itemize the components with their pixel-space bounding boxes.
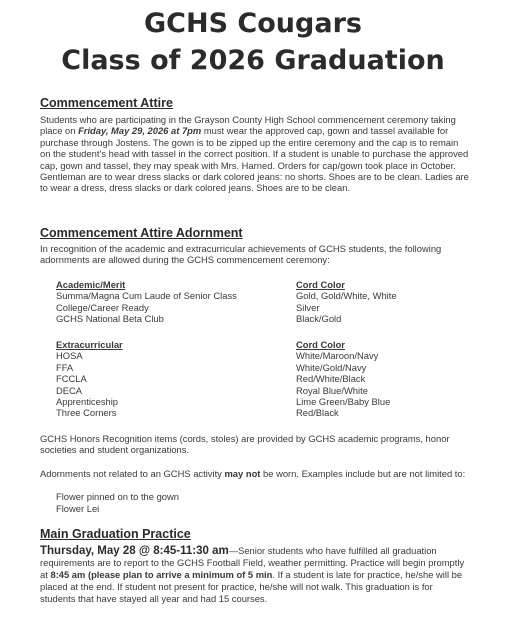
list-item: Summa/Magna Cum Laude of Senior Class <box>56 290 237 302</box>
list-item: FFA <box>56 361 74 373</box>
practice-text-2: . If a student is late for practice, he/she will be placed at the end. If student not present for practice, he/she will not walk. This graduation is for students that have stayed all year and had 15 courses. <box>40 569 463 604</box>
list-item: White/Maroon/Navy <box>296 350 379 362</box>
academic-header: Academic/Merit <box>56 279 126 290</box>
list-item: College/Career Ready <box>56 301 149 313</box>
list-item: Silver <box>296 301 320 313</box>
practice-text-1: —Senior students who have fulfilled all graduation requirements are to report to the GCHS Football Field, weather permitting. Practice will begin promptly at <box>40 545 465 580</box>
practice-heading: Main Graduation Practice <box>40 527 191 541</box>
list-item: Three Corners <box>56 407 117 419</box>
extracurricular-list <box>56 339 123 419</box>
page-subtitle: Class of 2026 Graduation <box>61 45 445 76</box>
list-item: Royal Blue/White <box>296 384 368 396</box>
list-item: FCCLA <box>56 373 87 385</box>
attire-heading: Commencement Attire <box>40 96 173 110</box>
attire-paragraph <box>40 114 470 194</box>
list-item: GCHS National Beta Club <box>56 313 164 325</box>
list-item: Gold, Gold/White, White <box>296 290 397 302</box>
list-item: Flower pinned on to the gown <box>56 491 179 502</box>
academic-cord-list <box>296 279 397 325</box>
list-item: Lime Green/Baby Blue <box>296 396 391 408</box>
extracurricular-cord-list <box>296 339 390 419</box>
page-title: GCHS Cougars <box>144 8 362 39</box>
may-not-emphasis: may not <box>224 468 261 479</box>
list-item: Black/Gold <box>296 313 342 325</box>
practice-time: 8:45 am (please plan to arrive a minimum of 5 min <box>50 569 273 580</box>
attire-text-1: Students who are participating in the Grayson County High School commencement ceremony taking place on <box>40 114 456 137</box>
list-item: Red/Black <box>296 407 339 419</box>
not-related-text-1: Adornments not related to an GCHS activity <box>40 468 222 479</box>
attire-text-2: must wear the approved cap, gown and tassel available for purchase through Jostens. The gown is to be zipped up the entire ceremony and the cap is to remain on the student’s head with tassel in the correct position. If a student is unable to purchase the approved cap, gown and tassel, they may speak with Mrs. Harned. Orders for cap/gown took place in October. Gentleman are to wear dress slacks or dark colored jeans: no shorts. Shoes are to be clean. Ladies are to wear a dress, dress slacks or dark colored jeans. Shoes are to be clean. <box>40 125 469 194</box>
cord-color-header: Cord Color <box>296 279 345 290</box>
list-item: DECA <box>56 384 83 396</box>
list-item: Flower Lei <box>56 503 100 514</box>
list-item: Red/White/Black <box>296 373 366 385</box>
not-related-text-2: be worn. Examples include but are not limited to: <box>263 468 466 479</box>
extracurricular-header: Extracurricular <box>56 339 123 350</box>
practice-when: Thursday, May 28 @ 8:45-11:30 am <box>40 545 229 557</box>
practice-paragraph <box>40 545 470 605</box>
list-item: Apprenticeship <box>56 396 119 408</box>
adornment-heading: Commencement Attire Adornment <box>40 226 243 240</box>
adornment-intro: In recognition of the academic and extracurricular achievements of GCHS students, the following adornments are allowed during the GCHS commencement ceremony: <box>40 243 442 266</box>
academic-list <box>56 279 237 325</box>
list-item: White/Gold/Navy <box>296 361 367 373</box>
not-related-paragraph <box>40 468 470 479</box>
ceremony-date: Friday, May 29, 2026 at 7pm <box>78 125 202 137</box>
honors-paragraph: GCHS Honors Recognition items (cords, stoles) are provided by GCHS academic programs, honor societies and student organizations. <box>40 433 450 456</box>
list-item: HOSA <box>56 350 83 362</box>
cord-color-header: Cord Color <box>296 339 345 350</box>
